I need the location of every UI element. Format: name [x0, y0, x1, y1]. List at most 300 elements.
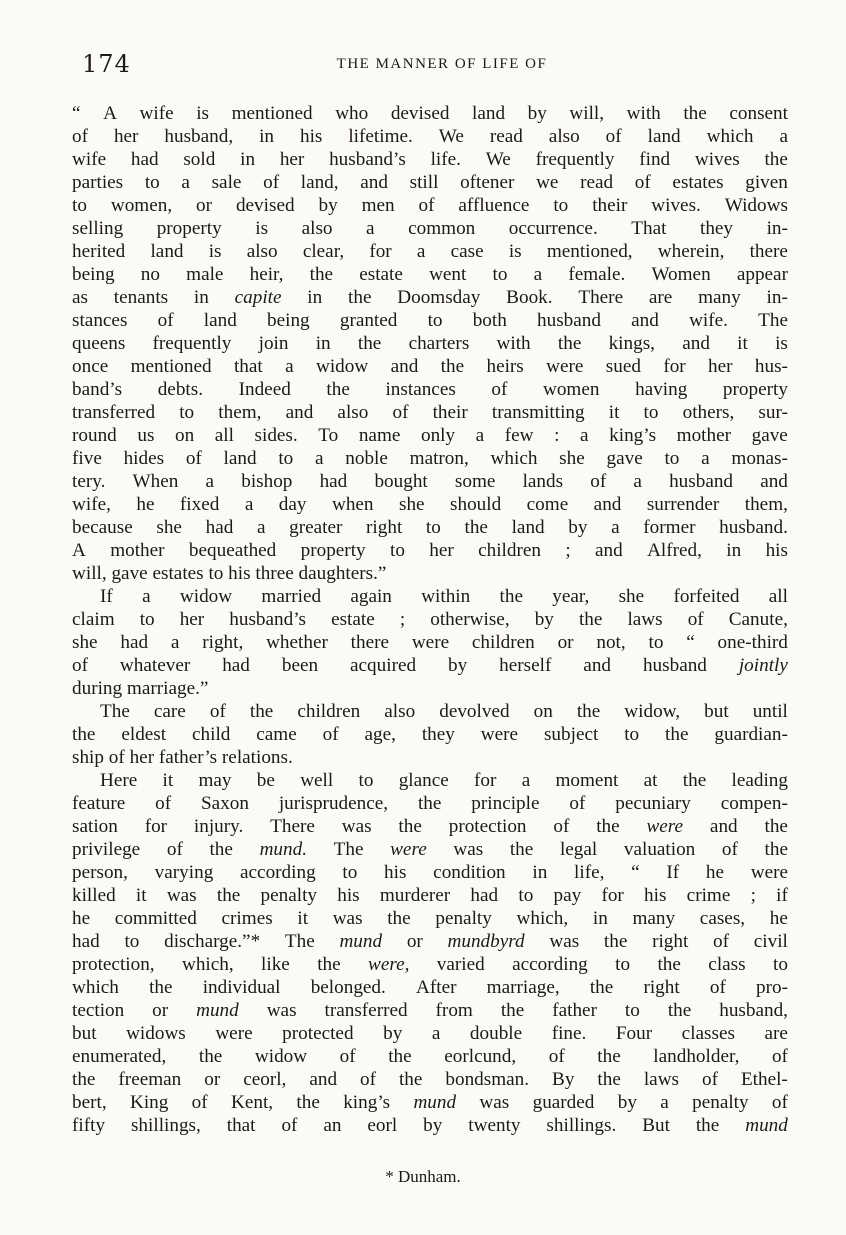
word: wife.	[689, 310, 728, 331]
word: heirs	[486, 356, 524, 377]
word: had	[205, 517, 234, 538]
word: “	[686, 632, 695, 653]
word: lifetime.	[348, 126, 413, 147]
word: there	[350, 632, 390, 653]
word: property	[722, 379, 788, 400]
word: feature	[72, 793, 126, 814]
word: for	[601, 885, 624, 906]
word: went	[429, 264, 467, 285]
word: mentioned,	[546, 241, 633, 262]
word: name	[358, 425, 401, 446]
word: the	[764, 149, 788, 170]
word: will,	[72, 563, 112, 584]
word: on	[174, 425, 195, 446]
word: of	[491, 379, 508, 400]
text-line	[72, 792, 788, 815]
word: If	[100, 586, 113, 607]
text-line	[72, 148, 788, 171]
word: to	[553, 195, 569, 216]
word: day	[278, 494, 307, 515]
word: care	[153, 701, 186, 722]
word: and	[285, 402, 314, 423]
word: varying	[154, 862, 214, 883]
word: to	[624, 1000, 640, 1021]
word: discharge.”*	[164, 931, 261, 952]
word: children	[478, 540, 541, 561]
word: had	[319, 471, 348, 492]
page-header	[82, 50, 802, 80]
word: leading	[731, 770, 788, 791]
word: ship	[72, 747, 109, 768]
word: bought	[374, 471, 428, 492]
word: join	[258, 333, 289, 354]
word: his	[299, 126, 323, 147]
word: being	[72, 264, 115, 285]
word: to	[425, 517, 441, 538]
word: mother	[676, 425, 732, 446]
word: and	[593, 494, 622, 515]
word: the	[388, 1046, 412, 1067]
text-line	[72, 907, 788, 930]
word: still	[409, 172, 439, 193]
word: forfeited	[673, 586, 740, 607]
word: heir,	[249, 264, 284, 285]
word: land	[511, 517, 545, 538]
word: king’s	[343, 1092, 391, 1113]
word: was	[549, 931, 580, 952]
word: right	[652, 931, 689, 952]
word: transferred	[324, 1000, 408, 1021]
word: eldest	[121, 724, 167, 745]
word: charters	[408, 333, 470, 354]
word: which	[706, 126, 754, 147]
word: a	[366, 218, 375, 239]
word: few	[504, 425, 534, 446]
word: devolved	[439, 701, 510, 722]
word: was	[453, 839, 484, 860]
word: principle	[471, 793, 540, 814]
word: child	[192, 724, 231, 745]
word: be	[256, 770, 275, 791]
word: to	[72, 195, 87, 216]
word: not,	[596, 632, 626, 653]
word: of	[166, 839, 183, 860]
word: many	[698, 287, 741, 308]
text-line	[72, 401, 788, 424]
word: his	[337, 885, 360, 906]
word: The	[284, 931, 315, 952]
word: the	[667, 1000, 692, 1021]
word: she	[559, 448, 585, 469]
word: will,	[569, 103, 605, 124]
word: and	[360, 172, 388, 193]
word: We	[438, 126, 464, 147]
word: eorlcund,	[444, 1046, 517, 1067]
word: frequently	[535, 149, 615, 170]
text-line	[72, 585, 788, 608]
word: stances	[72, 310, 128, 331]
word: widow	[315, 356, 369, 377]
word: sued	[605, 356, 641, 377]
word: and	[709, 816, 738, 837]
footnote: * Dunham.	[385, 1167, 461, 1186]
word: that	[233, 356, 263, 377]
word: A	[103, 103, 117, 124]
word: both	[472, 310, 507, 331]
word: mother	[110, 540, 165, 561]
word: killed	[72, 885, 116, 906]
text-line	[72, 539, 788, 562]
word: only	[420, 425, 456, 446]
word: of	[771, 1092, 788, 1113]
word: according	[512, 954, 588, 975]
word: it	[608, 402, 620, 423]
word: gave	[606, 448, 643, 469]
word: estates	[152, 563, 209, 584]
word: husband’s	[229, 609, 306, 630]
page-number: 174	[82, 50, 131, 78]
word: by	[527, 103, 547, 124]
word: by	[383, 1023, 403, 1044]
word: privilege	[72, 839, 141, 860]
word: husband	[537, 310, 601, 331]
word: in-	[766, 287, 788, 308]
word: also	[548, 126, 580, 147]
text-line	[72, 1068, 788, 1091]
word: the	[309, 264, 334, 285]
word: her	[708, 356, 733, 377]
word: had	[470, 885, 499, 906]
word: his	[644, 885, 667, 906]
word: are	[764, 1023, 788, 1044]
text-line	[72, 769, 788, 792]
word: mundbyrd	[447, 931, 525, 952]
word: If	[666, 862, 680, 883]
word: widow,	[624, 701, 681, 722]
text-line	[72, 493, 788, 516]
word: tery.	[72, 471, 106, 492]
text-line	[72, 700, 788, 723]
text-line	[72, 1022, 788, 1045]
word: female.	[568, 264, 626, 285]
text-line	[72, 286, 788, 309]
word: is	[208, 241, 222, 262]
word: Kent,	[230, 1092, 274, 1113]
word: to	[518, 885, 534, 906]
word: or	[204, 1069, 221, 1090]
word: parties	[72, 172, 124, 193]
word: By	[552, 1069, 575, 1090]
word: oftener	[460, 172, 515, 193]
text-line	[72, 332, 788, 355]
word: the	[317, 954, 341, 975]
text-line	[72, 838, 788, 861]
word: hides	[123, 448, 165, 469]
word: devised	[390, 103, 450, 124]
word: a	[315, 448, 324, 469]
word: a	[660, 1092, 669, 1113]
word: father	[552, 1000, 597, 1021]
word: it	[737, 333, 748, 354]
word: also	[384, 701, 416, 722]
word: When	[132, 471, 179, 492]
word: of	[72, 655, 88, 676]
word: to	[208, 563, 229, 584]
word: to	[772, 954, 788, 975]
word: individual	[202, 977, 281, 998]
word: she	[156, 517, 182, 538]
word: transferred	[72, 402, 156, 423]
word: acquired	[350, 655, 417, 676]
word: had	[222, 655, 250, 676]
word: Ethel-	[740, 1069, 788, 1090]
word: to	[664, 448, 680, 469]
word: were	[390, 839, 427, 860]
word: of	[553, 816, 570, 837]
text-line	[72, 608, 788, 631]
word: husband	[669, 471, 734, 492]
word: when	[331, 494, 374, 515]
word: condition	[433, 862, 506, 883]
word: monas-	[731, 448, 788, 469]
word: the	[603, 931, 628, 952]
text-line	[72, 102, 788, 125]
word: belonged.	[310, 977, 386, 998]
word: his	[228, 563, 256, 584]
word: within	[421, 586, 471, 607]
word: the	[509, 839, 534, 860]
word: life,	[574, 862, 605, 883]
word: in	[307, 287, 323, 308]
word: male	[186, 264, 224, 285]
word: the	[764, 816, 788, 837]
word: them,	[218, 402, 262, 423]
text-line	[72, 217, 788, 240]
word: crime	[686, 885, 731, 906]
word: and	[595, 540, 623, 561]
word: women	[542, 379, 600, 400]
word: is	[255, 218, 269, 239]
word: the	[72, 724, 96, 745]
word: “	[631, 862, 640, 883]
word: in	[726, 540, 742, 561]
word: injury.	[193, 816, 244, 837]
word: debts.	[157, 379, 204, 400]
word: who	[335, 103, 369, 124]
word: in	[193, 287, 209, 308]
word: all	[768, 586, 788, 607]
word: band’s	[72, 379, 123, 400]
word: us	[137, 425, 155, 446]
word: consent	[729, 103, 788, 124]
word: from	[435, 1000, 473, 1021]
word: tection	[72, 1000, 125, 1021]
word: of	[155, 793, 172, 814]
word: compen-	[720, 793, 788, 814]
word: a	[633, 471, 642, 492]
word: mund.	[259, 839, 307, 860]
word: a	[244, 494, 254, 515]
word: ;	[750, 885, 756, 906]
word: :	[554, 425, 560, 446]
word: wife,	[72, 494, 111, 515]
word: transmitting	[491, 402, 585, 423]
word: occurrence.	[508, 218, 598, 239]
word: she	[618, 586, 645, 607]
word: the	[249, 701, 274, 722]
text-line	[72, 677, 788, 700]
word: the	[578, 609, 603, 630]
word: moment	[555, 770, 619, 791]
word: mund	[339, 931, 383, 952]
word: of	[209, 701, 226, 722]
word: well	[300, 770, 334, 791]
word: but	[704, 701, 729, 722]
text-line	[72, 631, 788, 654]
word: jurisprudence,	[278, 793, 389, 814]
word: shillings.	[546, 1115, 617, 1136]
word: “	[72, 103, 81, 124]
word: was	[341, 816, 372, 837]
word: pecuniary	[615, 793, 691, 814]
word: the	[464, 517, 488, 538]
word: bondsman.	[445, 1069, 530, 1090]
word: of	[339, 1046, 356, 1067]
word: men	[361, 195, 395, 216]
word: murderer	[379, 885, 451, 906]
word: round	[72, 425, 117, 446]
word: to	[144, 172, 160, 193]
word: bequeathed	[188, 540, 277, 561]
word: property	[156, 218, 222, 239]
word: for	[663, 356, 686, 377]
word: penalty	[435, 908, 492, 929]
word: a	[285, 356, 294, 377]
word: by	[617, 1092, 637, 1113]
word: But	[642, 1115, 670, 1136]
word: or	[406, 931, 423, 952]
word: class	[708, 954, 746, 975]
word: and	[682, 333, 710, 354]
word: crimes	[221, 908, 273, 929]
word: for	[474, 770, 497, 791]
word: to	[492, 264, 508, 285]
word: penalty	[692, 1092, 749, 1113]
word: read	[489, 126, 523, 147]
word: according	[240, 862, 316, 883]
word: noble	[345, 448, 388, 469]
text-line	[72, 1045, 788, 1068]
word: Four	[615, 1023, 653, 1044]
word: on	[533, 701, 553, 722]
word: the	[500, 1000, 525, 1021]
word: which,	[181, 954, 234, 975]
word: given	[745, 172, 788, 193]
word: like	[261, 954, 290, 975]
word: Saxon	[201, 793, 249, 814]
word: or	[152, 1000, 169, 1021]
word: it	[135, 885, 147, 906]
word: with	[496, 333, 531, 354]
word: mund	[745, 1115, 788, 1136]
word: land,	[300, 172, 339, 193]
word: pay	[553, 885, 582, 906]
word: the	[72, 1069, 96, 1090]
word: Indeed	[238, 379, 291, 400]
word: their	[592, 195, 628, 216]
word: being	[267, 310, 310, 331]
word: protected	[282, 1023, 354, 1044]
word: a	[533, 264, 543, 285]
word: of	[713, 931, 730, 952]
text-line	[72, 976, 788, 999]
word: the	[357, 333, 382, 354]
word: in	[592, 908, 608, 929]
word: husband,	[164, 126, 234, 147]
word: to	[427, 310, 443, 331]
word: sold	[183, 149, 216, 170]
word: age,	[364, 724, 396, 745]
text-line	[72, 263, 788, 286]
text-line	[72, 470, 788, 493]
word: by	[318, 195, 338, 216]
word: right	[643, 977, 680, 998]
word: husband.	[719, 517, 788, 538]
word: again	[350, 586, 392, 607]
word: enumerated,	[72, 1046, 167, 1067]
word: to	[643, 402, 659, 423]
text-line	[72, 194, 788, 217]
word: also	[301, 218, 333, 239]
text-line	[72, 424, 788, 447]
word: penalty	[260, 885, 318, 906]
word: landholder,	[653, 1046, 740, 1067]
text-line	[72, 516, 788, 539]
word: capite	[234, 287, 282, 308]
word: of	[687, 609, 704, 630]
word: of	[185, 448, 202, 469]
word: the	[683, 103, 707, 124]
word: for	[144, 816, 168, 837]
word: of	[548, 1046, 565, 1067]
word: were,	[368, 954, 410, 975]
word: mund	[196, 1000, 239, 1021]
word: frequently	[152, 333, 232, 354]
word: in	[259, 126, 275, 147]
word: are	[648, 287, 673, 308]
word: protection,	[72, 954, 155, 975]
word: or	[557, 632, 574, 653]
word: mund	[413, 1092, 457, 1113]
word: having	[635, 379, 688, 400]
word: the	[499, 586, 523, 607]
word: they	[699, 218, 734, 239]
word: with	[626, 103, 661, 124]
word: the	[695, 1115, 720, 1136]
word: case	[450, 241, 484, 262]
word: was	[332, 908, 363, 929]
word: he	[705, 862, 724, 883]
word: the	[576, 701, 601, 722]
text-line	[72, 562, 788, 585]
word: to	[648, 632, 664, 653]
word: widows	[126, 1023, 186, 1044]
word: others,	[682, 402, 735, 423]
word: there	[749, 241, 788, 262]
word: a	[142, 586, 151, 607]
word: right,	[202, 632, 244, 653]
word: land	[150, 241, 184, 262]
